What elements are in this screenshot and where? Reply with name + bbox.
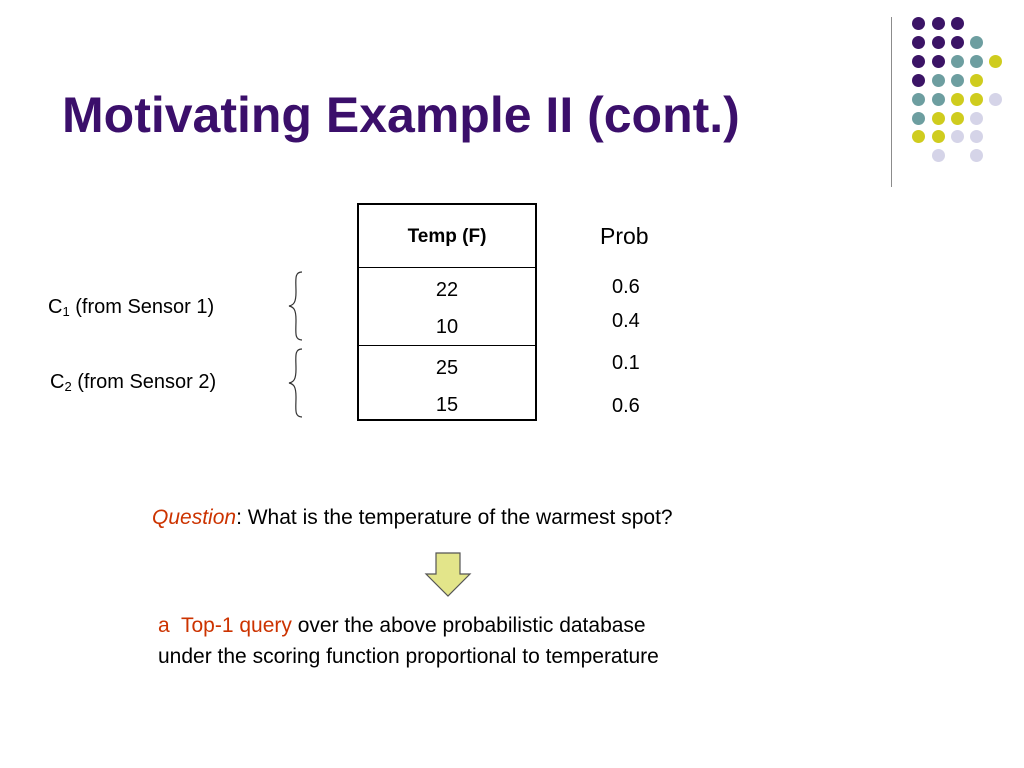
decor-dot: [932, 149, 945, 162]
table-cell-temp: 10: [435, 316, 459, 338]
decor-dot: [932, 36, 945, 49]
group-label-c1: [48, 296, 214, 319]
table-header-temp: Temp (F): [407, 226, 487, 247]
decor-dot: [912, 112, 925, 125]
table-divider: [359, 345, 535, 346]
decor-dot: [932, 112, 945, 125]
decor-dot: [932, 93, 945, 106]
prob-header: Prob: [600, 223, 649, 249]
decor-dot: [912, 55, 925, 68]
table-cell-temp: 25: [435, 357, 459, 379]
group-label-subscript: 2: [64, 379, 72, 394]
prob-value: 0.6: [612, 276, 640, 298]
slide-title: Motivating Example II (cont.): [62, 87, 740, 143]
group-label-subscript: 1: [62, 304, 70, 319]
question-prefix: Question: [152, 506, 237, 529]
decor-dot: [951, 93, 964, 106]
table-cell-temp: 15: [435, 394, 459, 416]
temperature-table: [357, 203, 537, 421]
decor-dot: [912, 93, 925, 106]
decor-dot: [951, 112, 964, 125]
decor-dot: [970, 74, 983, 87]
prob-value: 0.4: [612, 310, 640, 332]
answer-text: [158, 610, 659, 672]
decor-dot: [951, 74, 964, 87]
answer-line-2: under the scoring function proportional to temperature: [158, 645, 659, 668]
question-body: : What is the temperature of the warmest spot?: [236, 506, 673, 529]
decor-dot: [970, 55, 983, 68]
decor-dot: [970, 149, 983, 162]
curly-brace-icon: [286, 347, 306, 419]
answer-line-1: [158, 610, 659, 641]
decor-dot: [932, 55, 945, 68]
decor-dot: [932, 17, 945, 30]
decor-dot: [989, 93, 1002, 106]
group-label-text: (from Sensor 2): [71, 371, 217, 393]
curly-brace-icon: [286, 270, 306, 342]
table-cell-temp: 22: [435, 279, 459, 301]
decor-dot: [970, 112, 983, 125]
decor-dot: [970, 130, 983, 143]
decor-dot: [912, 36, 925, 49]
decor-dot: [912, 130, 925, 143]
decor-dot: [951, 130, 964, 143]
decor-dot: [951, 17, 964, 30]
decor-dot: [970, 93, 983, 106]
down-arrow-icon: [424, 552, 472, 598]
decor-dot: [970, 36, 983, 49]
group-label-main: C: [50, 371, 65, 393]
prob-value: 0.6: [612, 395, 640, 417]
group-label-c2: [50, 371, 216, 394]
decor-dot: [912, 74, 925, 87]
answer-line-1-rest: over the above probabilistic database: [291, 614, 646, 637]
decor-dot: [932, 130, 945, 143]
group-label-main: C: [48, 296, 63, 318]
decor-dot: [951, 36, 964, 49]
decor-dot: [951, 55, 964, 68]
decor-dot: [912, 17, 925, 30]
table-divider: [359, 267, 535, 268]
decor-dot: [932, 74, 945, 87]
decorative-divider: [891, 17, 892, 187]
prob-value: 0.1: [612, 352, 640, 374]
answer-highlight: a Top-1 query: [158, 614, 292, 637]
question-text: [152, 506, 673, 530]
group-label-text: (from Sensor 1): [69, 296, 215, 318]
decor-dot: [989, 55, 1002, 68]
